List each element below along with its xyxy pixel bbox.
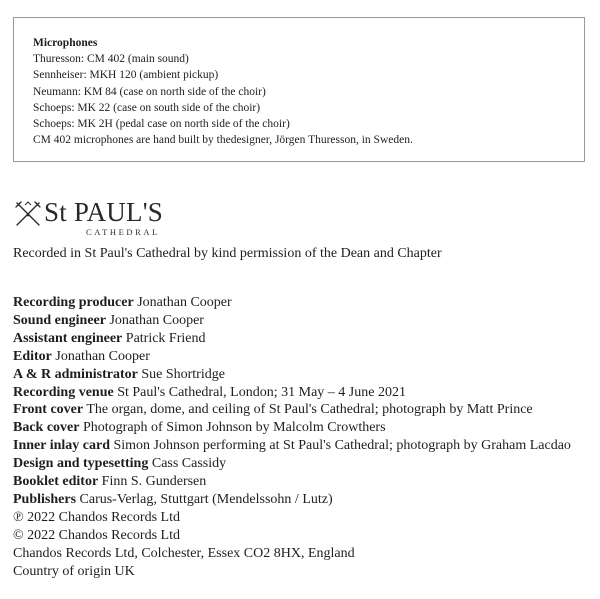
- credit-line: [13, 437, 571, 455]
- credit-value: Simon Johnson performing at St Paul's Cathedral; photograph by Graham Lacdao: [113, 438, 571, 454]
- credit-role: Assistant engineer: [13, 330, 123, 346]
- credit-value: St Paul's Cathedral, London; 31 May – 4 June 2021: [117, 384, 406, 400]
- credit-value: Finn S. Gundersen: [101, 474, 207, 490]
- microphone-line: Schoeps: MK 22 (case on south side of the choir): [33, 101, 261, 114]
- credit-role: Editor: [13, 348, 52, 364]
- credit-line: [13, 348, 571, 366]
- credit-role: Recording venue: [13, 384, 114, 400]
- credit-line: [13, 473, 571, 491]
- credit-value: Cass Cassidy: [151, 456, 227, 472]
- credit-line: [13, 330, 571, 348]
- credit-value: Carus-Verlag, Stuttgart (Mendelssohn / Lutz): [79, 491, 333, 507]
- origin-line: Country of origin UK: [13, 563, 135, 579]
- credit-line: [13, 419, 571, 437]
- logo-subword: CATHEDRAL: [86, 227, 160, 237]
- microphones-box: [13, 17, 585, 162]
- credit-role: A & R administrator: [13, 366, 138, 382]
- credit-value: Jonathan Cooper: [109, 312, 204, 328]
- microphone-line: Schoeps: MK 2H (pedal case on north side of the choir): [33, 118, 290, 131]
- credit-line: [13, 384, 571, 402]
- credit-role: Inner inlay card: [13, 438, 110, 454]
- credit-role: Booklet editor: [13, 474, 99, 490]
- credit-line: [13, 366, 571, 384]
- microphone-line: Neumann: KM 84 (case on north side of the choir): [33, 85, 266, 98]
- credit-line: [13, 401, 571, 419]
- microphones-heading: Microphones: [33, 37, 98, 49]
- st-pauls-logo: [13, 197, 173, 239]
- credit-value: Photograph of Simon Johnson by Malcolm Crowthers: [82, 420, 386, 436]
- credit-value: Sue Shortridge: [141, 366, 225, 382]
- microphone-line: Thuresson: CM 402 (main sound): [33, 53, 189, 66]
- microphone-line: Sennheiser: MKH 120 (ambient pickup): [33, 69, 219, 82]
- microphone-note: CM 402 microphones are hand built by thedesigner, Jörgen Thuresson, in Sweden.: [33, 134, 413, 147]
- credit-role: Sound engineer: [13, 312, 106, 328]
- credit-role: Front cover: [13, 402, 84, 418]
- credit-role: Design and typesetting: [13, 456, 149, 472]
- credit-value: Patrick Friend: [125, 330, 206, 346]
- credit-value: The organ, dome, and ceiling of St Paul's Cathedral; photograph by Matt Prince: [86, 402, 533, 418]
- credits-list: [13, 294, 571, 581]
- credit-line: [13, 294, 571, 312]
- logo-wordmark: St PAUL'S: [44, 197, 163, 227]
- credit-value: Jonathan Cooper: [137, 295, 232, 310]
- recorded-note: Recorded in St Paul's Cathedral by kind permission of the Dean and Chapter: [13, 246, 442, 261]
- address-line: Chandos Records Ltd, Colchester, Essex CO2 8HX, England: [13, 545, 355, 561]
- credit-value: Jonathan Cooper: [55, 348, 150, 364]
- credit-role: Publishers: [13, 491, 77, 507]
- crossed-swords-icon: [13, 199, 43, 229]
- credit-role: Back cover: [13, 420, 80, 436]
- copyright-line: ℗ 2022 Chandos Records Ltd: [13, 509, 180, 525]
- credit-line: [13, 455, 571, 473]
- credit-line: [13, 491, 571, 509]
- copyright-line: © 2022 Chandos Records Ltd: [13, 527, 180, 543]
- credit-role: Recording producer: [13, 295, 134, 310]
- credit-line: [13, 312, 571, 330]
